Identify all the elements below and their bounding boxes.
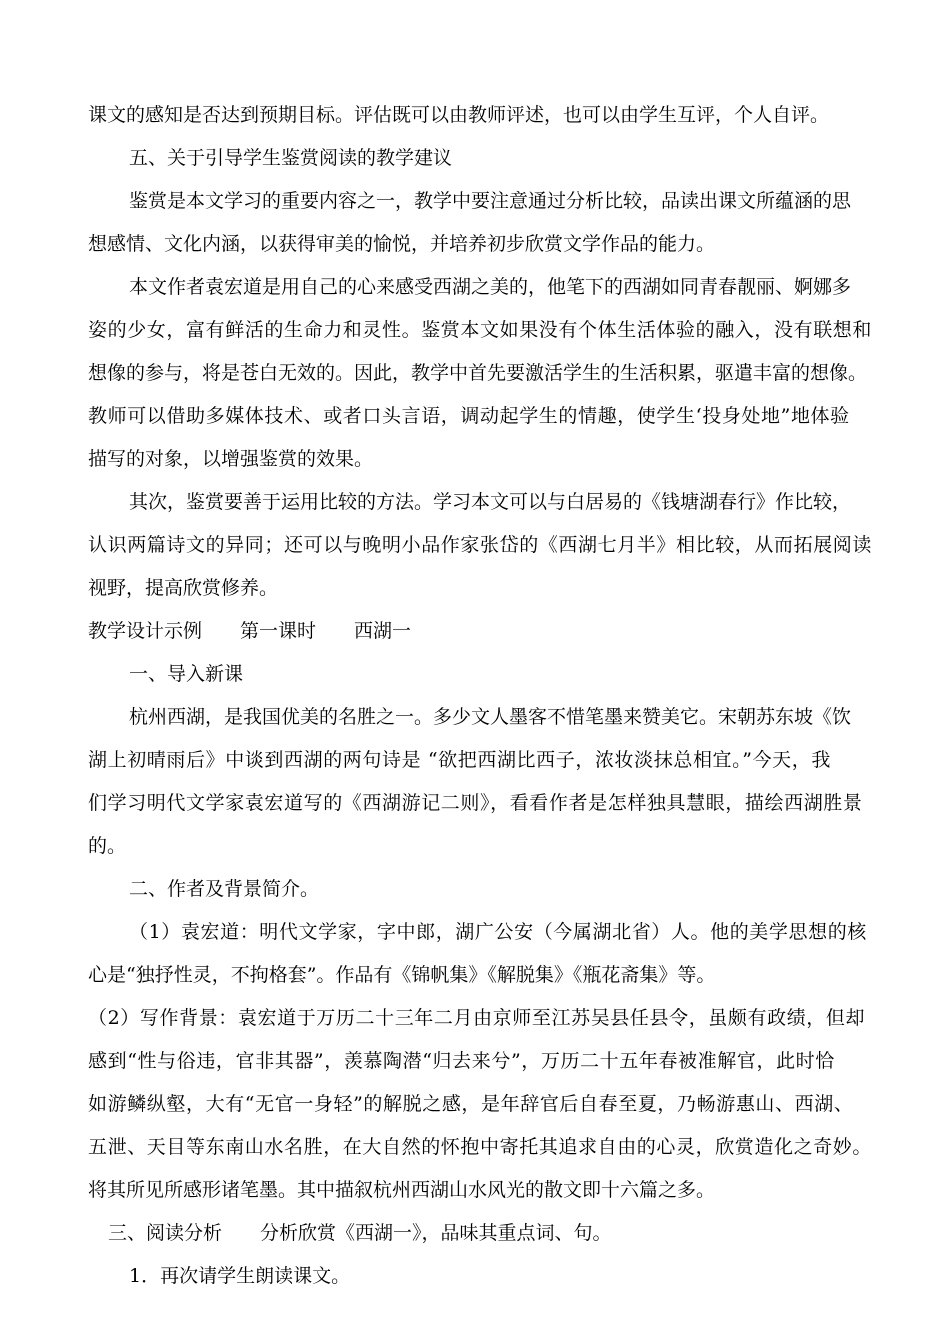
paragraph-line: 姿的少女，富有鲜活的生命力和灵性。鉴赏本文如果没有个体生活体验的融入，没有联想和 [88,319,873,341]
section-heading: 二、作者及背景简介。 [129,878,320,900]
paragraph-line: 的。 [88,835,127,857]
paragraph-line: 如游鳞纵壑，大有“无官一身轻”的解脱之感，是年辞官后自春至夏，乃畅游惠山、西湖、 [88,1093,854,1115]
paragraph-line: 课文的感知是否达到预期目标。评估既可以由教师评述，也可以由学生互评，个人自评。 [88,104,830,126]
paragraph-line: 认识两篇诗文的异同；还可以与晚明小品作家张岱的《西湖七月半》相比较，从而拓展阅读 [88,534,873,556]
paragraph-line: 将其所见所感形诸笔墨。其中描叙杭州西湖山水风光的散文即十六篇之多。 [88,1179,716,1201]
lesson-heading: 教学设计示例 第一课时 西湖一 [88,620,412,642]
section-heading: 五、关于引导学生鉴赏阅读的教学建议 [129,147,453,169]
paragraph-line: 想像的参与，将是苍白无效的。因此，教学中首先要激活学生的生活积累，驱遣丰富的想像。 [88,362,868,384]
paragraph-line: 心是“独抒性灵，不拘格套”。作品有《锦帆集》《解脱集》《瓶花斋集》等。 [88,964,716,986]
paragraph-line: （1）袁宏道：明代文学家，字中郎，湖广公安（今属湖北省）人。他的美学思想的核 [129,921,867,943]
section-heading: 一、导入新课 [129,663,244,685]
paragraph-line: 五泄、天目等东南山水名胜，在大自然的怀抱中寄托其追求自由的心灵，欣赏造化之奇妙。 [88,1136,873,1158]
paragraph-line: 视野，提高欣赏修养。 [88,577,279,599]
paragraph-line: 杭州西湖，是我国优美的名胜之一。多少文人墨客不惜笔墨来赞美它。宋朝苏东坡《饮 [129,706,852,728]
paragraph-line: （2）写作背景：袁宏道于万历二十三年二月由京师至江苏吴县任县令，虽颇有政绩，但却 [88,1007,866,1029]
paragraph-line: 鉴赏是本文学习的重要内容之一，教学中要注意通过分析比较，品读出课文所蕴涵的思 [129,190,852,212]
list-item: 1．再次请学生朗读课文。 [129,1265,351,1287]
section-heading: 三、阅读分析 分析欣赏《西湖一》，品味其重点词、句。 [108,1222,612,1244]
paragraph-line: 感到“性与俗违，官非其器”，羡慕陶潜“归去来兮”，万历二十五年春被准解官，此时恰 [88,1050,835,1072]
paragraph-line: 们学习明代文学家袁宏道写的《西湖游记二则》，看看作者是怎样独具慧眼，描绘西湖胜景 [88,792,863,814]
paragraph-line: 想感情、文化内涵，以获得审美的愉悦，并培养初步欣赏文学作品的能力。 [88,233,716,255]
paragraph-line: 描写的对象，以增强鉴赏的效果。 [88,448,374,470]
paragraph-line: 其次，鉴赏要善于运用比较的方法。学习本文可以与白居易的《钱塘湖春行》作比较， [129,491,852,513]
paragraph-line: 教师可以借助多媒体技术、或者口头言语，调动起学生的情趣，使学生‘投身处地”地体验 [88,405,850,427]
paragraph-line: 湖上初晴雨后》中谈到西湖的两句诗是 “欲把西湖比西子，浓妆淡抹总相宜。”今天，我 [88,749,831,771]
paragraph-line: 本文作者袁宏道是用自己的心来感受西湖之美的，他笔下的西湖如同青春靓丽、婀娜多 [129,276,852,298]
